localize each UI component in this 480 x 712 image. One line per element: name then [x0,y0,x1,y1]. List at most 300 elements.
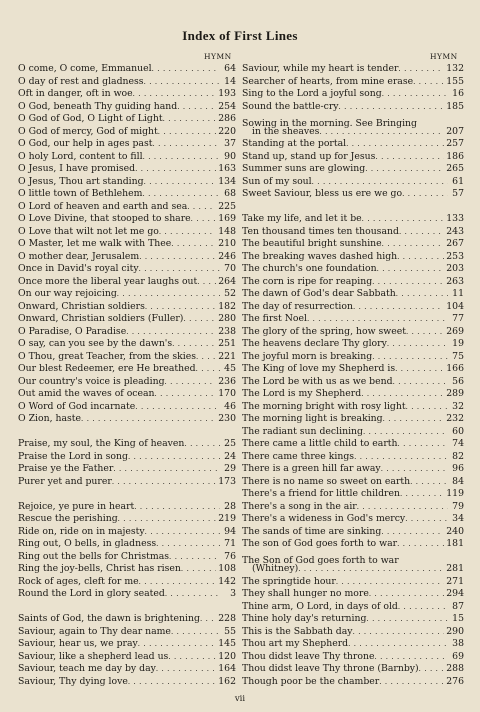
hymn-number: 25 [224,438,236,449]
index-entry [242,526,464,539]
index-entry [242,101,464,114]
dot-leader [163,113,217,126]
first-line-text: Praise ye the Father [18,463,114,474]
dot-leader [369,588,444,601]
first-line-text: The day of resurrection [242,300,353,312]
hymn-number: 32 [452,400,464,412]
index-entry [242,326,464,339]
hymn-number: 193 [218,88,236,99]
index-entry [18,638,236,651]
first-line-text: Saviour, while my heart is tender [242,63,399,74]
index-entry [242,176,464,189]
section-gap [18,601,236,614]
dot-leader [144,176,217,189]
index-entry [18,526,236,539]
index-entry [18,376,236,389]
dot-leader [363,426,448,439]
index-entry [18,313,236,326]
dot-leader [143,151,220,164]
first-line-text: O Jesus, Thou art standing [18,175,144,187]
dot-leader [155,388,217,401]
first-line-text: O day of rest and gladness [18,75,144,87]
first-line-text: Sing to the Lord a joyful song [242,88,382,99]
first-line-text: Ride on, ride on in majesty [18,525,145,537]
index-entry [242,651,464,664]
hymn-number: 34 [452,513,464,524]
index-entry [242,501,464,514]
index-entry [242,426,464,439]
index-entry [18,88,236,101]
index-entry [18,188,236,201]
dot-leader [183,313,216,326]
first-line-text: Standing at the portal [242,138,347,149]
dot-leader [165,588,220,601]
hymn-number: 142 [218,575,236,587]
first-line-text: The church's one foundation [242,263,377,274]
first-line-text: O holy Lord, content to fill [18,150,143,162]
hymn-number: 288 [446,663,464,674]
hymn-number: 263 [446,275,464,287]
section-gap [18,426,236,439]
dot-leader [399,226,444,239]
first-line-text: O Master, let me walk with Thee [18,238,172,249]
dot-leader [372,351,448,364]
index-entry [242,601,464,614]
hymn-number: 60 [452,425,464,437]
dot-leader [172,338,216,351]
first-line-text: O come, O come, Emmanuel [18,63,152,74]
hymn-number: 55 [224,625,236,637]
hymn-number: 68 [224,188,236,199]
index-entry [242,88,464,101]
dot-leader [381,526,444,539]
first-line-text: The sands of time are sinking [242,525,382,537]
index-entry [18,438,236,451]
dot-leader [312,176,448,189]
first-line-text: Once more the liberal year laughs out [18,275,198,287]
first-line-text: There is no name so sweet on earth [242,475,411,487]
index-entry [18,326,236,339]
hymn-number: 24 [224,450,236,462]
first-line-text: There's a song in the air [242,500,357,512]
hymn-number: 28 [224,500,236,512]
hymn-number: 71 [224,538,236,549]
hymn-number: 19 [452,338,464,349]
dot-leader [184,438,220,451]
index-entry [242,551,464,564]
first-line-text: O God of mercy, God of might [18,125,158,137]
hymn-number: 70 [224,263,236,274]
dot-leader [168,651,216,664]
first-line-text: O Thou, great Teacher, from the skies [18,350,197,362]
dot-leader [319,126,444,139]
dot-leader [361,388,444,401]
hymn-number: 166 [446,363,464,374]
hymn-number: 104 [446,300,464,312]
first-line-text: The springtide hour [242,575,336,587]
first-line-text: The heavens declare Thy glory [242,338,387,349]
first-line-text: Saviour, like a shepherd lead us [18,650,169,662]
dot-leader [387,338,448,351]
index-entry [242,238,464,251]
index-entry [242,488,464,501]
dot-leader [402,188,448,201]
hymn-number: 77 [452,313,464,324]
index-entry [242,638,464,651]
hymn-column-header-left: HYMN [204,52,232,61]
first-line-text: There is a green hill far away [242,463,381,474]
first-line-text: Rock of ages, cleft for me [18,575,139,587]
hymn-number: 203 [446,263,464,274]
dot-leader [362,213,445,226]
first-line-text: Round the Lord in glory seated [18,588,165,599]
dot-leader [419,663,445,676]
index-entry [242,251,464,264]
dot-leader [81,413,216,426]
index-entry [242,376,464,389]
first-line-text: Praise the Lord in song [18,450,128,462]
dot-leader [405,513,448,526]
hymn-number: 257 [446,138,464,149]
index-entry [242,113,464,129]
index-entry [242,538,464,551]
first-line-text: Sound the battle-cry [242,100,339,112]
dot-leader [395,363,444,376]
first-line-text: Saviour, Thy dying love [18,675,128,687]
hymn-number: 120 [218,650,236,662]
dot-leader [112,476,216,489]
dot-leader [381,463,448,476]
index-entry [18,363,236,376]
first-line-text: Thou didst leave Thy throne [242,650,375,662]
hymn-number: 79 [452,500,464,512]
index-entry [18,401,236,414]
first-line-text: Sweet Saviour, bless us ere we go [242,188,403,199]
index-entry [18,576,236,589]
hymn-number: 181 [446,538,464,549]
hymn-number: 271 [446,575,464,587]
index-entry [18,563,236,576]
index-entry [242,476,464,489]
hymn-number: 90 [224,150,236,162]
first-line-text: Saviour, hear us, we pray [18,638,138,649]
index-entry [242,463,464,476]
index-entry [242,313,464,326]
first-line-text: Our blest Redeemer, ere He breathed [18,363,196,374]
first-line-text: Sowing in the morning. See Bringing [242,117,417,129]
first-line-text: There came a little child to earth [242,438,398,449]
dot-leader [410,476,448,489]
index-entry [18,113,236,126]
dot-leader [196,351,216,364]
hymn-number: 173 [218,475,236,487]
index-entry [18,163,236,176]
hymn-number: 119 [446,488,464,499]
hymn-number: 251 [218,338,236,349]
dot-leader [398,63,444,76]
first-line-text: They shall hunger no more [242,588,369,599]
first-line-text: The Lord be with us as we bend [242,375,393,387]
dot-leader [143,188,221,201]
dot-leader [138,638,216,651]
hymn-number: 236 [218,375,236,387]
index-entry [242,613,464,626]
first-line-text: Thou didst leave Thy throne (Barnby) [242,663,419,674]
first-line-text: Purer yet and purer [18,475,112,487]
index-entry [18,63,236,76]
hymn-number: 45 [224,363,236,374]
dot-leader [181,563,216,576]
index-entry [242,276,464,289]
index-entry [242,513,464,526]
index-entry [18,476,236,489]
dot-leader [397,538,444,551]
first-line-text: Ring out, O bells, in gladness [18,538,157,549]
hymn-number: 185 [446,100,464,112]
dot-leader [382,88,448,101]
hymn-number: 220 [218,125,236,137]
hymn-number: 15 [452,613,464,624]
dot-leader [353,626,445,639]
first-line-text: The breaking waves dashed high [242,250,398,262]
hymn-number: 230 [218,413,236,424]
hymn-number: 134 [218,175,236,187]
hymn-number: 87 [452,600,464,612]
dot-leader [372,276,444,289]
dot-leader [379,676,444,689]
index-entry [18,126,236,139]
dot-leader [135,163,216,176]
dot-leader [399,551,448,564]
hymn-number: 207 [446,125,464,137]
index-entry [18,676,236,689]
first-line-text: O Lord of heaven and earth and sea [18,200,188,212]
first-line-text: O God of God, O Light of Light [18,113,163,124]
hymn-number: 38 [452,638,464,649]
dot-leader [353,301,444,314]
index-entry [242,351,464,364]
hymn-number: 225 [218,200,236,212]
hymn-number: 3 [230,588,236,599]
first-line-text: The King of love my Shepherd is [242,363,396,374]
dot-leader [156,663,216,676]
hymn-number: 164 [218,663,236,674]
first-line-text: Saviour, teach me day by day [18,663,156,674]
index-entry [242,126,464,139]
index-entry [18,301,236,314]
hymn-number: 254 [218,100,236,112]
dot-leader [145,301,216,314]
index-entry [18,276,236,289]
dot-leader [417,113,448,126]
index-entry [18,513,236,526]
dot-leader [354,451,448,464]
dot-leader [156,538,220,551]
index-entry [18,451,236,464]
first-line-text: The first Noel [242,313,307,324]
hymn-number: 280 [218,313,236,324]
dot-leader [145,526,220,539]
dot-leader [413,76,444,89]
hymn-number: 74 [452,438,464,449]
hymn-number: 61 [452,175,464,187]
first-line-text: Onward, Christian soldiers (Fuller) [18,313,184,324]
index-entry [18,626,236,639]
dot-leader [187,201,216,214]
section-gap [18,488,236,501]
first-line-text: The radiant sun declining [242,425,363,437]
index-entry [18,613,236,626]
hymn-number: 84 [452,475,464,487]
dot-leader [169,551,220,564]
first-line-text: The morning bright with rosy light [242,400,406,412]
dot-leader [346,138,444,151]
index-entry [242,576,464,589]
first-line-text: Rejoice, ye pure in heart [18,500,135,512]
index-entry [18,413,236,426]
hymn-number: 132 [446,63,464,74]
first-line-text: Out amid the waves of ocean [18,388,155,399]
index-entry [242,401,464,414]
first-line-text: Summer suns are glowing [242,163,366,174]
dot-leader [152,138,220,151]
dot-leader [365,163,444,176]
hymn-number: 57 [452,188,464,199]
hymn-number: 289 [446,388,464,399]
page-number: vii [234,694,246,704]
page-title: Index of First Lines [182,28,298,43]
index-entry [242,363,464,376]
index-entry [242,676,464,689]
index-entry [242,138,464,151]
first-line-text: The corn is ripe for reaping [242,275,373,287]
dot-leader [177,101,216,114]
index-entry [242,438,464,451]
first-line-text: Searcher of hearts, from mine erase [242,75,414,87]
first-line-text: There's a wideness in God's mercy [242,513,406,524]
first-line-text: O Paradise, O Paradise [18,325,127,337]
hymn-number: 240 [446,525,464,537]
hymn-number: 145 [218,638,236,649]
index-entry [18,501,236,514]
index-entry [18,213,236,226]
dot-leader [398,438,448,451]
dot-leader [393,376,448,389]
dot-leader [336,576,444,589]
first-line-text: (Whitney) [252,563,299,574]
hymn-number: 148 [218,225,236,237]
hymn-number: 52 [224,288,236,299]
index-entry [18,263,236,276]
hymn-number: 286 [218,113,236,124]
first-line-text: Thine holy day's returning [242,613,367,624]
index-entry [242,388,464,401]
index-entry [242,263,464,276]
index-entry [18,538,236,551]
hymn-number: 37 [224,138,236,149]
index-entry [242,413,464,426]
dot-leader [200,613,216,626]
hymn-number: 46 [224,400,236,412]
hymn-number: 108 [218,563,236,574]
hymn-number: 11 [452,288,464,299]
dot-leader [113,463,220,476]
dot-leader [396,288,448,301]
hymn-number: 56 [452,375,464,387]
hymn-number: 264 [218,275,236,287]
first-line-text: O Love that wilt not let me go [18,225,159,237]
first-line-text: Once in David's royal city [18,263,139,274]
dot-leader [171,238,216,251]
index-entry [18,138,236,151]
first-line-text: The morning light is breaking [242,413,383,424]
first-line-text: Oft in danger, oft in woe [18,88,133,99]
hymn-number: 243 [446,225,464,237]
dot-leader [339,101,445,114]
dot-leader [397,251,444,264]
hymn-number: 210 [218,238,236,249]
first-line-text: O Word of God incarnate [18,400,136,412]
index-entry [242,588,464,601]
first-line-text: There came three kings [242,450,355,462]
dot-leader [171,626,220,639]
dot-leader [406,326,444,339]
first-line-text: Thine arm, O Lord, in days of old [242,600,398,612]
hymn-number: 75 [452,350,464,362]
dot-leader [348,638,448,651]
left-column [18,63,236,688]
index-entry [18,288,236,301]
index-entry [18,351,236,364]
first-line-text: in the sheaves [252,125,320,137]
dot-leader [307,313,448,326]
index-entry [242,63,464,76]
hymn-number: 253 [446,250,464,262]
first-line-text: O little town of Bethlehem [18,188,143,199]
index-entry [18,588,236,601]
hymn-number: 16 [452,88,464,99]
hymn-number: 221 [218,350,236,362]
dot-leader [139,263,220,276]
hymn-number: 267 [446,238,464,249]
first-line-text: The son of God goes forth to war [242,538,398,549]
first-line-text: Thou art my Shepherd [242,638,349,649]
hymn-number: 96 [452,463,464,474]
index-entry [242,76,464,89]
dot-leader [126,326,216,339]
hymn-number: 281 [446,563,464,574]
hymn-number: 169 [218,213,236,224]
dot-leader [298,563,444,576]
first-line-text: There's a friend for little children [242,488,400,499]
hymn-number: 182 [218,300,236,312]
first-line-text: O God, our help in ages past [18,138,153,149]
index-entry [242,151,464,164]
index-entry [18,201,236,214]
index-entry [242,626,464,639]
first-line-text: The Son of God goes forth to war [242,555,399,566]
index-entry [18,76,236,89]
first-line-text: Take my life, and let it be [242,213,362,224]
first-line-text: Ring the joy-bells, Christ has risen [18,563,181,574]
index-entry [18,238,236,251]
index-entry [242,188,464,201]
index-entry [18,251,236,264]
index-entry [18,651,236,664]
dot-leader [383,413,445,426]
first-line-text: O Love Divine, that stooped to share [18,213,191,224]
section-gap [242,201,464,214]
